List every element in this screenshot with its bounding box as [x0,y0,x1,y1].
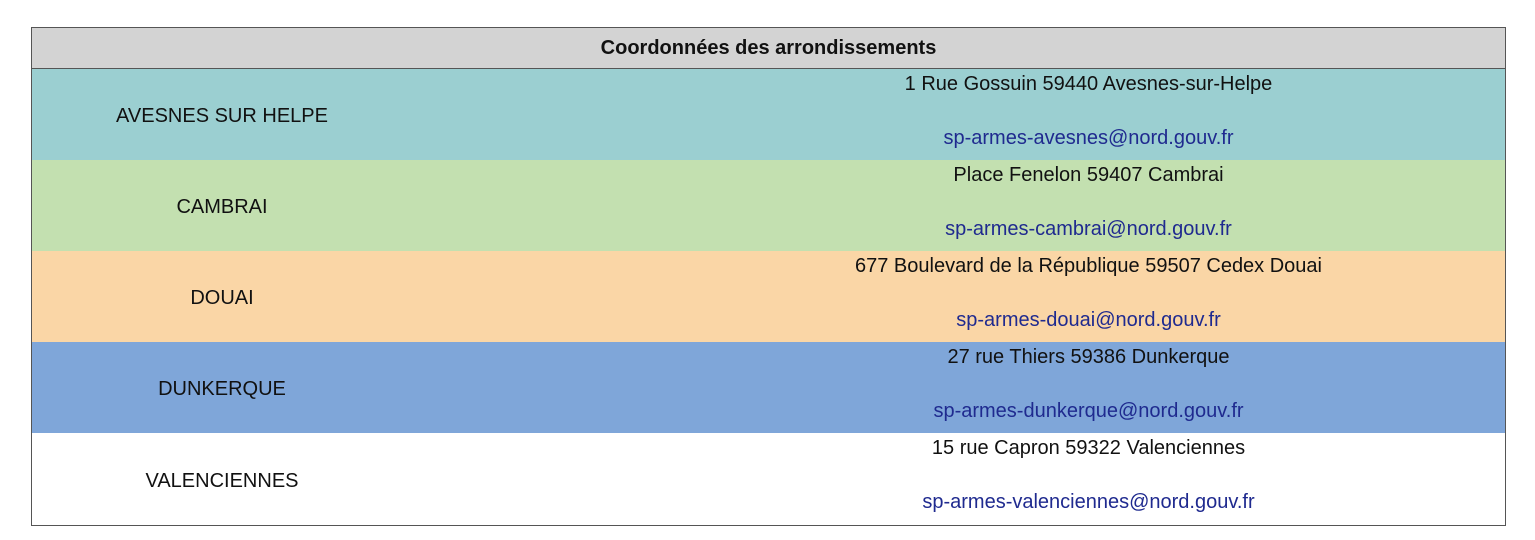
email-link[interactable]: sp-armes-cambrai@nord.gouv.fr [945,218,1232,240]
contact-cell [412,69,1505,160]
address-text: Place Fenelon 59407 Cambrai [953,164,1224,186]
contact-cell [412,342,1505,433]
arrondissement-name: CAMBRAI [176,196,268,218]
table-row [32,342,1505,433]
email-link[interactable]: sp-armes-dunkerque@nord.gouv.fr [933,400,1244,422]
address-text: 27 rue Thiers 59386 Dunkerque [947,346,1230,368]
table-row [32,251,1505,342]
email-link[interactable]: sp-armes-valenciennes@nord.gouv.fr [922,491,1255,513]
table-row [32,69,1505,160]
table-title: Coordonnées des arrondissements [32,28,1505,69]
arrondissement-name: DOUAI [190,287,254,309]
table-row [32,433,1505,525]
arrondissement-name: DUNKERQUE [158,378,286,400]
address-text: 1 Rue Gossuin 59440 Avesnes-sur-Helpe [904,73,1273,95]
arrondissements-table [31,27,1506,526]
contact-cell [412,251,1505,342]
address-text: 15 rue Capron 59322 Valenciennes [931,437,1246,459]
address-text: 677 Boulevard de la République 59507 Cedex Douai [854,255,1322,277]
email-link[interactable]: sp-armes-avesnes@nord.gouv.fr [943,127,1234,149]
table-row [32,160,1505,251]
arrondissement-name: AVESNES SUR HELPE [116,105,328,127]
contact-cell [412,433,1505,525]
arrondissement-name: VALENCIENNES [145,469,299,492]
contact-cell [412,160,1505,251]
email-link[interactable]: sp-armes-douai@nord.gouv.fr [956,309,1221,331]
